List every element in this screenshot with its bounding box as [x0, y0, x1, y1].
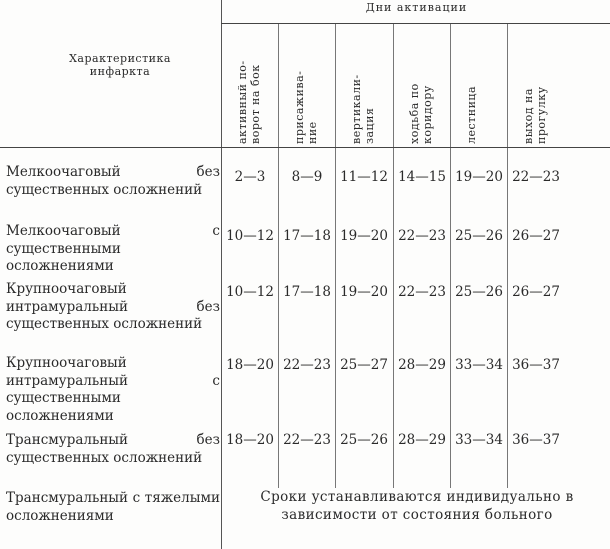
row-label: Крупноочаговый интрамуральный без существенных осложнений	[6, 281, 220, 332]
table-cell: 10—12	[226, 228, 274, 244]
table-cell: 25—27	[340, 357, 388, 373]
table-cell: 33—34	[455, 432, 503, 448]
table-cell: 17—18	[283, 284, 331, 300]
table-cell: 8—9	[291, 169, 323, 185]
column-divider	[393, 24, 394, 488]
table-cell: 22—23	[398, 228, 446, 244]
row-label: Трансмуральный с тяжелыми осложнениями	[6, 490, 220, 524]
column-header-verticalization: вертикали- зация	[350, 74, 376, 144]
column-header-walk-outside: выход на прогулку	[521, 86, 548, 144]
column-header-sitting-up: присажива- ние	[292, 70, 319, 144]
table-cell: 28—29	[398, 432, 446, 448]
table-cell: 18—20	[226, 357, 274, 373]
table-cell: 25—26	[455, 228, 503, 244]
column-header-turn-on-side: активный по- ворот на бок	[235, 60, 262, 144]
table-cell: 19—20	[455, 169, 503, 185]
column-divider	[278, 24, 279, 488]
table-cell: 17—18	[283, 228, 331, 244]
table-cell: 19—20	[340, 284, 388, 300]
column-divider	[450, 24, 451, 488]
table-cell: 28—29	[398, 357, 446, 373]
table-cell: 18—20	[226, 432, 274, 448]
table-cell: 10—12	[226, 284, 274, 300]
table-cell: 26—27	[512, 284, 560, 300]
row-label: Трансмуральный без существенных осложнений	[6, 432, 220, 466]
table-cell: 33—34	[455, 357, 503, 373]
table-cell: 2—3	[234, 169, 266, 185]
table-cell: 26—27	[512, 228, 560, 244]
column-divider	[507, 24, 508, 488]
table-cell: 36—37	[512, 432, 560, 448]
activation-days-header: Дни активации	[365, 1, 468, 14]
row-label: Крупноочаговый интрамуральный с существенными осложнениями	[6, 355, 220, 424]
column-divider	[221, 0, 222, 549]
table-cell: 14—15	[398, 169, 446, 185]
individual-terms-note: Сроки устанавливаются индивидуально в зависимости от состояния больного	[260, 489, 574, 523]
header-bottom-rule	[0, 147, 610, 148]
column-header-corridor-walk: ходьба по коридору	[407, 83, 434, 144]
infarct-characteristic-header: Характеристика инфаркта	[69, 52, 171, 78]
row-label: Мелкоочаговый без существенных осложнений	[6, 164, 220, 198]
table-cell: 22—23	[283, 357, 331, 373]
table-cell: 25—26	[340, 432, 388, 448]
table-cell: 36—37	[512, 357, 560, 373]
table-cell: 25—26	[455, 284, 503, 300]
row-label: Мелкоочаговый с существенными осложнениями	[6, 223, 220, 274]
table-cell: 22—23	[283, 432, 331, 448]
header-divider	[221, 23, 610, 24]
table-cell: 11—12	[340, 169, 388, 185]
column-divider	[335, 24, 336, 488]
table-cell: 22—23	[512, 169, 560, 185]
column-header-stairs: лестница	[464, 85, 478, 144]
table-cell: 22—23	[398, 284, 446, 300]
table-cell: 19—20	[340, 228, 388, 244]
